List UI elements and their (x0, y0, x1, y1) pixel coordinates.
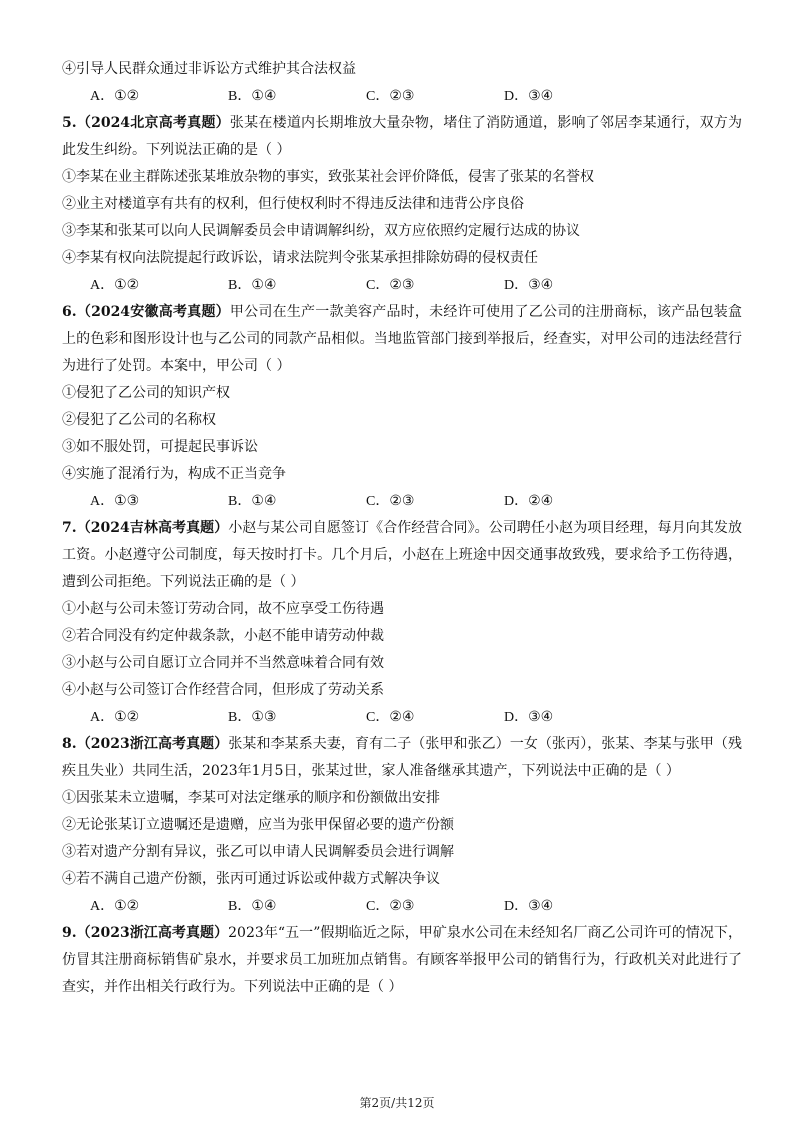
answer-option (504, 893, 642, 920)
option-text: ①④ (251, 898, 277, 914)
option-letter: C． (366, 494, 390, 509)
answer-option (228, 272, 366, 299)
statement-item: ③小赵与公司自愿订立合同并不当然意味着合同有效 (62, 655, 384, 671)
statement-item: ①因张某未立遗嘱，李某可对法定继承的顺序和份额做出安排 (62, 790, 440, 806)
question-text: 小赵与某公司自愿签订《合作经营合同》。公司聘任小赵为项目经理，每月向其发放工资。小赵遵守公司制度，每天按时打卡。几个月后，小赵在上班途中因交通事故致残，要求给予工伤待遇，遭到公司拒绝。下列说法正确的是（ ） (62, 520, 743, 590)
question-block (62, 920, 742, 1001)
option-letter: B． (228, 494, 252, 509)
option-letter: A． (90, 278, 115, 293)
answer-option (228, 893, 366, 920)
question-stem (62, 920, 742, 1001)
option-text: ①④ (251, 277, 277, 293)
statement-item: ③若对遗产分割有异议，张乙可以申请人民调解委员会进行调解 (62, 844, 454, 860)
option-letter: D． (504, 89, 529, 104)
statement-item: ②无论张某订立遗嘱还是遗赠，应当为张甲保留必要的遗产份额 (62, 817, 454, 833)
option-text: ③④ (528, 709, 554, 725)
statement-item: ①小赵与公司未签订劳动合同，故不应享受工伤待遇 (62, 601, 384, 617)
option-letter: A． (90, 710, 115, 725)
option-text: ①③ (114, 493, 140, 509)
option-text: ③④ (528, 88, 554, 104)
statement-item: ④若不满自己遗产份额，张丙可通过诉讼或仲裁方式解决争议 (62, 871, 440, 887)
question-source: （2023浙江高考真题） (76, 736, 229, 752)
statement-item: ④李某有权向法院提起行政诉讼，请求法院判令张某承担排除妨碍的侵权责任 (62, 250, 538, 266)
answer-option (504, 272, 642, 299)
statement-item: ④实施了混淆行为，构成不正当竞争 (62, 466, 286, 482)
statement-item: ①侵犯了乙公司的知识产权 (62, 385, 230, 401)
answer-option (504, 704, 642, 731)
option-letter: C． (366, 899, 390, 914)
answer-option (504, 488, 642, 515)
option-text: ①② (114, 88, 140, 104)
question-stem (62, 515, 742, 596)
option-letter: B． (228, 899, 252, 914)
statement-item: ①李某在业主群陈述张某堆放杂物的事实，致张某社会评价降低，侵害了张某的名誉权 (62, 169, 594, 185)
answer-option (504, 83, 642, 110)
option-letter: B． (228, 710, 252, 725)
question-number: 5. (62, 115, 77, 131)
statement-item: ③如不服处罚，可提起民事诉讼 (62, 439, 258, 455)
question-block (62, 110, 742, 299)
question-text: 张某和李某系夫妻，育有二子（张甲和张乙）一女（张丙），张某、李某与张甲（残疾且失业）共同生活，2023年1月5日，张某过世，家人准备继承其遗产，下列说法中正确的是（ ） (62, 736, 743, 779)
answer-option (366, 272, 504, 299)
option-text: ①② (114, 277, 140, 293)
option-text: ②④ (528, 493, 554, 509)
option-letter: D． (504, 278, 529, 293)
option-letter: A． (90, 89, 115, 104)
option-text: ②③ (389, 493, 415, 509)
answer-option (366, 83, 504, 110)
option-text: ②④ (389, 709, 415, 725)
statement-item: ②业主对楼道享有共有的权利，但行使权利时不得违反法律和违背公序良俗 (62, 196, 524, 212)
option-letter: C． (366, 710, 390, 725)
question-text: 2023年“五一”假期临近之际，甲矿泉水公司在未经知名厂商乙公司许可的情况下，仿冒其注册商标销售矿泉水，并要求员工加班加点销售。有顾客举报甲公司的销售行为，行政机关对此进行了查实，并作出相关行政行为。下列说法中正确的是（ ） (62, 925, 742, 995)
question-block (62, 731, 742, 920)
answer-options (62, 488, 742, 515)
question-source: （2024安徽高考真题） (76, 304, 230, 320)
question-text: 甲公司在生产一款美容产品时，未经许可使用了乙公司的注册商标，该产品包装盒上的色彩和图形设计也与乙公司的同款产品相似。当地监管部门接到举报后，经查实，对甲公司的违法经营行为进行了处罚。本案中，甲公司（ ） (62, 304, 742, 374)
option-text: ①④ (251, 88, 277, 104)
option-letter: C． (366, 278, 390, 293)
question-source: （2023浙江高考真题） (76, 925, 229, 941)
answer-options (62, 272, 742, 299)
option-text: ②③ (389, 277, 415, 293)
question-text: 张某在楼道内长期堆放大量杂物，堵住了消防通道，影响了邻居李某通行，双方为此发生纠纷。下列说法正确的是（ ） (62, 115, 742, 158)
answer-option (90, 272, 228, 299)
option-letter: D． (504, 899, 529, 914)
answer-option (366, 704, 504, 731)
question-source: （2024北京高考真题） (76, 115, 230, 131)
option-text: ②③ (389, 898, 415, 914)
page-footer: 第2页/共12页 (359, 1096, 435, 1110)
question-stem (62, 299, 742, 380)
leading-item: ④引导人民群众通过非诉讼方式维护其合法权益 (62, 61, 356, 77)
answer-option (228, 704, 366, 731)
answer-option (366, 893, 504, 920)
question-number: 9. (62, 925, 77, 941)
answer-option (90, 893, 228, 920)
answer-option (228, 488, 366, 515)
answer-option (90, 488, 228, 515)
answer-option (366, 488, 504, 515)
statement-item: ③李某和张某可以向人民调解委员会申请调解纠纷，双方应依照约定履行达成的协议 (62, 223, 580, 239)
question-number: 8. (62, 736, 77, 752)
answer-option (90, 704, 228, 731)
option-text: ①④ (251, 493, 277, 509)
option-text: ①③ (251, 709, 277, 725)
option-text: ③④ (528, 898, 554, 914)
statement-item: ②若合同没有约定仲裁条款，小赵不能申请劳动仲裁 (62, 628, 384, 644)
question-number: 6. (62, 304, 77, 320)
answer-option (90, 83, 228, 110)
question-stem (62, 731, 742, 785)
option-letter: C． (366, 89, 390, 104)
option-text: ①② (114, 898, 140, 914)
statement-item: ④小赵与公司签订合作经营合同，但形成了劳动关系 (62, 682, 384, 698)
question-number: 7. (62, 520, 77, 536)
question-stem (62, 110, 742, 164)
option-letter: B． (228, 278, 252, 293)
option-text: ②③ (389, 88, 415, 104)
option-text: ①② (114, 709, 140, 725)
exam-page (62, 56, 742, 1001)
question-source: （2024吉林高考真题） (76, 520, 229, 536)
statement-item: ②侵犯了乙公司的名称权 (62, 412, 216, 428)
option-letter: D． (504, 494, 529, 509)
answer-options (62, 893, 742, 920)
question-block (62, 299, 742, 515)
option-letter: D． (504, 710, 529, 725)
answer-options (62, 704, 742, 731)
option-letter: A． (90, 494, 115, 509)
option-text: ③④ (528, 277, 554, 293)
option-letter: A． (90, 899, 115, 914)
answer-option (228, 83, 366, 110)
question-list (62, 110, 742, 1001)
leading-options (62, 83, 742, 110)
question-block (62, 515, 742, 731)
option-letter: B． (228, 89, 252, 104)
